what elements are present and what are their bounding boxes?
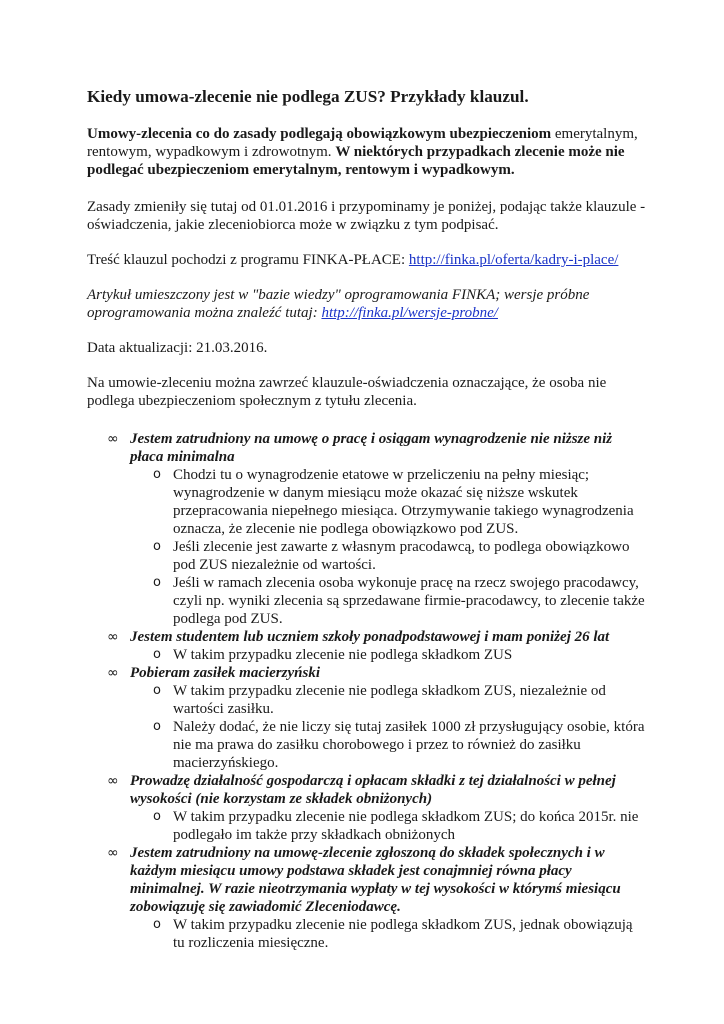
infinity-bullet-icon: ∞: [107, 629, 119, 645]
circle-bullet-icon: o: [153, 917, 161, 932]
clause-subitem-text: Jeśli w ramach zlecenia osoba wykonuje pracę na rzecz swojego pracodawcy, czyli np. wyniki zlecenia są sprzedawane firmie-pracodawcy, to zlecenie także podlega pod ZUS.: [173, 575, 645, 627]
clause-sublist: [130, 808, 647, 844]
clause-subitem: [130, 808, 647, 844]
infinity-bullet-icon: ∞: [107, 845, 119, 861]
source-paragraph: [87, 251, 647, 269]
clause-subitem-text: Chodzi tu o wynagrodzenie etatowe w przeliczeniu na pełny miesiąc; wynagrodzenie w danym miesiącu może okazać się niższe wskutek przepracowania niepełnego miesiąca. Otrzymywanie takiego wynagrodzenia oznacza, że zlecenie nie podlega obowiązkowo pod ZUS.: [173, 467, 634, 537]
infinity-bullet-icon: ∞: [107, 773, 119, 789]
clause-list: [87, 430, 647, 952]
circle-bullet-icon: o: [153, 719, 161, 734]
clause-subitem-text: Należy dodać, że nie liczy się tutaj zasiłek 1000 zł przysługujący osobie, która nie ma prawa do zasiłku chorobowego i przez to również do zasiłku macierzyńskiego.: [173, 719, 645, 771]
document-content: [87, 87, 647, 952]
document-title: Kiedy umowa-zlecenie nie podlega ZUS? Przykłady klauzul.: [87, 87, 529, 106]
article-paragraph: [87, 286, 647, 322]
article-text: Artykuł umieszczony jest w "bazie wiedzy" oprogramowania FINKA; wersje próbne oprogramowania można znaleźć tutaj:: [87, 287, 590, 321]
finka-trial-link[interactable]: http://finka.pl/wersje-probne/: [321, 305, 498, 321]
circle-bullet-icon: o: [153, 467, 161, 482]
clause-sublist: [130, 646, 647, 664]
intro-paragraph: Na umowie-zleceniu można zawrzeć klauzule-oświadczenia oznaczające, że osoba nie podlega ubezpieczeniom społecznym z tytułu zlecenia.: [87, 375, 607, 409]
clause-subitem: [130, 646, 647, 664]
circle-bullet-icon: o: [153, 575, 161, 590]
circle-bullet-icon: o: [153, 809, 161, 824]
clause-heading: Jestem zatrudniony na umowę o pracę i osiągam wynagrodzenie nie niższe niż płaca minimalna: [130, 431, 613, 465]
clause-subitem: [130, 574, 647, 628]
clause-subitem: [130, 916, 647, 952]
clause-item: [87, 664, 647, 772]
finka-kadry-link[interactable]: http://finka.pl/oferta/kadry-i-place/: [408, 252, 619, 268]
clause-sublist: [130, 916, 647, 952]
lead-normal-text: emerytalnym, rentowym, wypadkowym i zdrowotnym.: [87, 126, 638, 160]
clause-heading: Prowadzę działalność gospodarczą i opłacam składki z tej działalności w pełnej wysokości (nie korzystam ze składek obniżonych): [130, 773, 616, 807]
clause-heading: Jestem zatrudniony na umowę-zlecenie zgłoszoną do składek społecznych i w każdym miesiącu umowy podstawa składek jest conajmniej równa płacy minimalnej. W razie nieotrzymania wypłaty w tej wysokości w którymś miesiącu zobowiązuję się zawiadomić Zleceniodawcę.: [130, 845, 621, 915]
clause-heading: Pobieram zasiłek macierzyński: [130, 665, 320, 681]
clause-subitem-text: W takim przypadku zlecenie nie podlega składkom ZUS; do końca 2015r. nie podlegało im także przy składkach obniżonych: [173, 809, 639, 843]
infinity-bullet-icon: ∞: [107, 431, 119, 447]
clause-subitem-text: Jeśli zlecenie jest zawarte z własnym pracodawcą, to podlega obowiązkowo pod ZUS niezależnie od wartości.: [173, 539, 630, 573]
clause-item: [87, 772, 647, 844]
clause-subitem: [130, 718, 647, 772]
clause-heading: Jestem studentem lub uczniem szkoły ponadpodstawowej i mam poniżej 26 lat: [130, 629, 610, 645]
circle-bullet-icon: o: [153, 683, 161, 698]
clause-subitem: [130, 682, 647, 718]
clause-subitem-text: W takim przypadku zlecenie nie podlega składkom ZUS, niezależnie od wartości zasiłku.: [173, 683, 606, 717]
source-text: Treść klauzul pochodzi z programu FINKA-PŁACE:: [87, 252, 409, 268]
lead-bold-text-2: W niektórych przypadkach zlecenie może nie podlegać ubezpieczeniom emerytalnym, rentowym i wypadkowym.: [87, 144, 625, 178]
clause-subitem: [130, 538, 647, 574]
update-date: Data aktualizacji: 21.03.2016.: [87, 340, 268, 356]
clause-sublist: [130, 682, 647, 772]
clause-subitem: [130, 466, 647, 538]
circle-bullet-icon: o: [153, 647, 161, 662]
clause-item: [87, 844, 647, 952]
clause-subitem-text: W takim przypadku zlecenie nie podlega składkom ZUS, jednak obowiązują tu rozliczenia miesięczne.: [173, 917, 633, 951]
rules-paragraph: Zasady zmieniły się tutaj od 01.01.2016 i przypominamy je poniżej, podając także klauzule - oświadczenia, jakie zleceniobiorca może w związku z tym podpisać.: [87, 199, 646, 233]
clause-sublist: [130, 466, 647, 628]
infinity-bullet-icon: ∞: [107, 665, 119, 681]
clause-subitem-text: W takim przypadku zlecenie nie podlega składkom ZUS: [173, 647, 513, 663]
lead-bold-text: Umowy-zlecenia co do zasady podlegają obowiązkowym ubezpieczeniom: [87, 126, 555, 142]
clause-item: [87, 430, 647, 628]
clause-item: [87, 628, 647, 664]
circle-bullet-icon: o: [153, 539, 161, 554]
lead-paragraph: [87, 125, 647, 179]
